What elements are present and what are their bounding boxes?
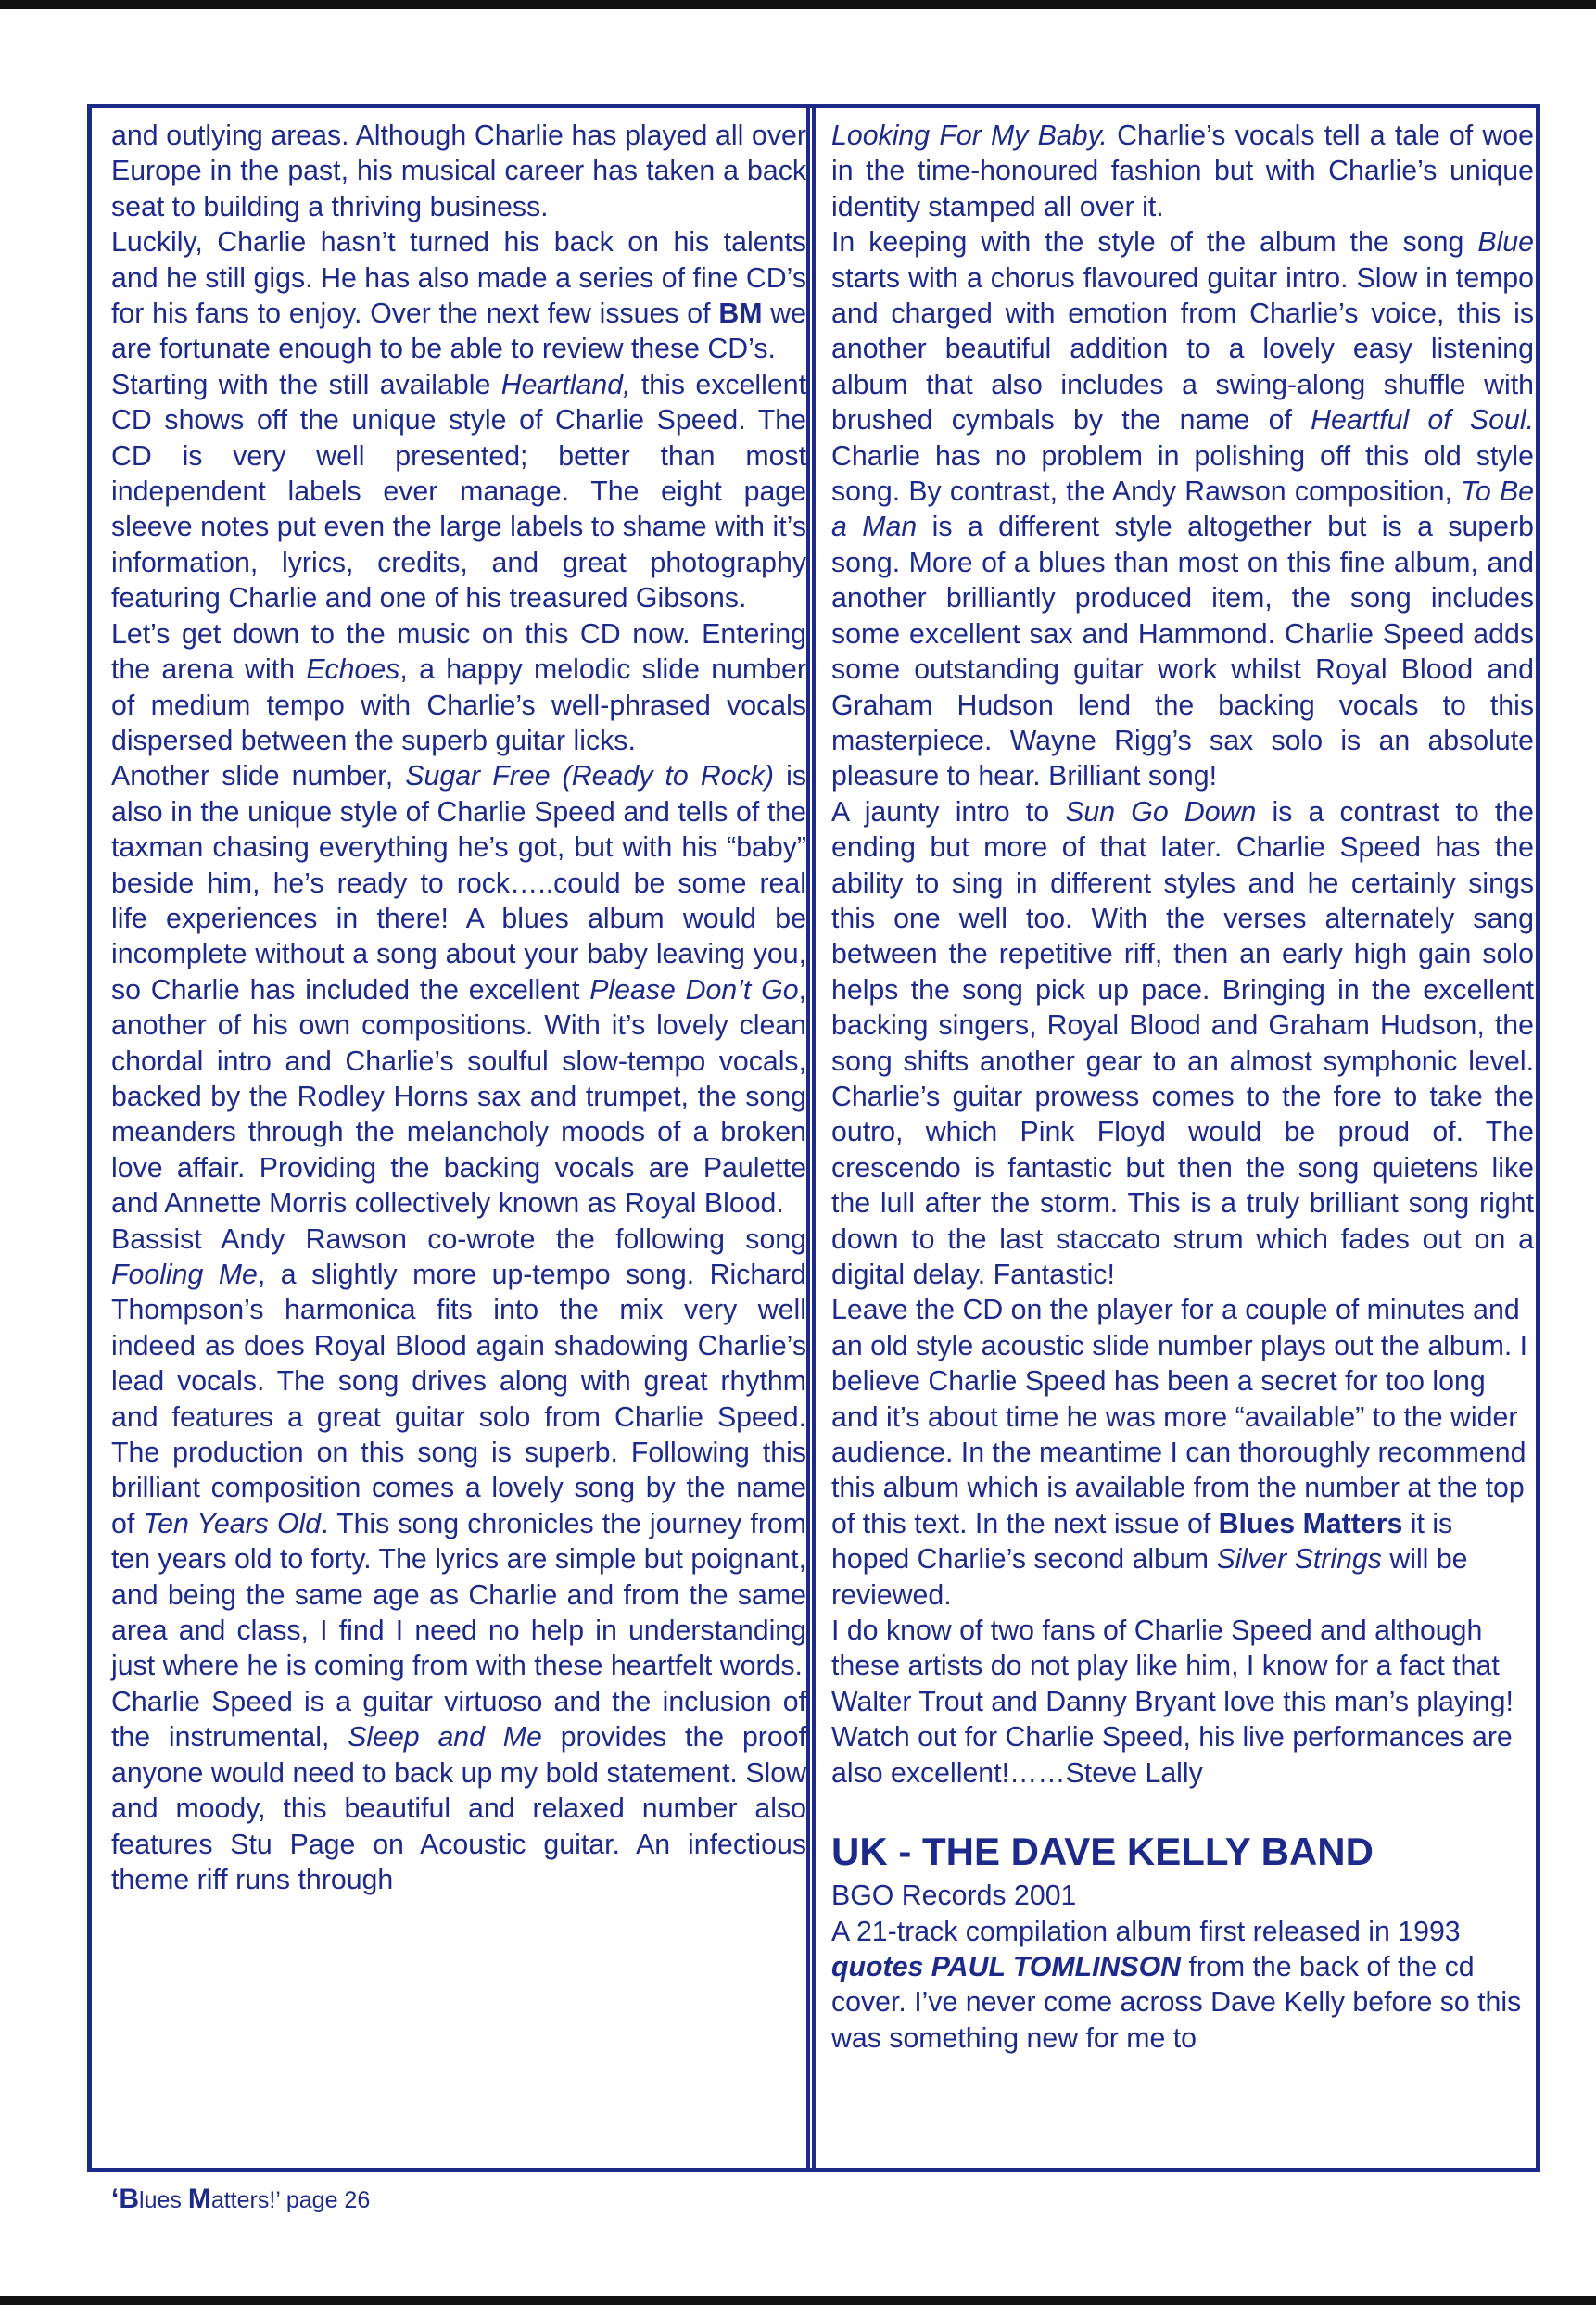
record-label: BGO Records 2001: [831, 1881, 1077, 1912]
left-paragraph-5: Another slide number, Sugar Free (Ready to Rock) is also in the unique style of Charlie Speed and tells of the taxman chasing everything he’s got, but with his “baby” beside him, he’s ready to rock…..could be some real life experiences in there! A blues album would be incomplete without a song about your baby leaving you, so Charlie has included the excellent Please Don’t Go, another of his own compositions. With it’s lovely clean chordal intro and Charlie’s soulful slow-tempo vocals, backed by the Rodley Horns sax and trumpet, the song meanders through the melancholy moods of a broken love affair. Providing the backing vocals are Paulette and Annette Morris collectively known as Royal Blood.: [111, 761, 806, 1220]
right-paragraph-2: In keeping with the style of the album the song Blue starts with a chorus flavoured guitar intro. Slow in tempo and charged with emotion from Charlie’s voice, this is another beautiful addition to a lovely easy listening album that also includes a swing-along shuffle with brushed cymbals by the name of Heartful of Soul. Charlie has no problem in polishing off this old style song. By contrast, the Andy Rawson composition, To Be a Man is a different style altogether but is a superb song. More of a blues than most on this fine album, and another brilliantly produced item, the song includes some excellent sax and Hammond. Charlie Speed adds some outstanding guitar work whilst Royal Blood and Graham Hudson lend the backing vocals to this masterpiece. Wayne Rigg’s sax solo is an absolute pleasure to hear. Brilliant song!: [831, 227, 1534, 792]
page-footer: ‘Blues Matters!’ page 26: [111, 2184, 371, 2214]
right-column: [831, 119, 1534, 2057]
bottom-edge: [0, 2296, 1596, 2305]
review-heading: UK - THE DAVE KELLY BAND: [831, 1830, 1374, 1874]
right-paragraph-3: A jaunty intro to Sun Go Down is a contrast to the ending but more of that later. Charlie Speed has the ability to sing in different styles and he certainly sings this one well too. With the verses alternately sang between the repetitive riff, then an early high gain solo helps the song pick up pace. Bringing in the excellent backing singers, Royal Blood and Graham Hudson, the song shifts another gear to an almost symphonic level. Charlie’s guitar prowess comes to the fore to take the outro, which Pink Floyd would be proud of. The crescendo is fantastic but then the song quietens like the lull after the storm. This is a truly brilliant song right down to the last staccato strum which fades out on a digital delay. Fantastic!: [831, 796, 1534, 1290]
left-paragraph-2: Luckily, Charlie hasn’t turned his back on his talents and he still gigs. He has also made a series of fine CD’s for his fans to enjoy. Over the next few issues of BM we are fortunate enough to be able to review these CD’s.: [111, 227, 806, 365]
left-paragraph-3: Starting with the still available Heartland, this excellent CD shows off the unique style of Charlie Speed. The CD is very well presented; better than most independent labels ever manage. The eight page sleeve notes put even the large labels to shame with it’s information, lyrics, credits, and great photography featuring Charlie and one of his treasured Gibsons.: [111, 369, 806, 614]
left-paragraph-7: Charlie Speed is a guitar virtuoso and the inclusion of the instrumental, Sleep and Me provides the proof anyone would need to back up my bold statement. Slow and moody, this beautiful and relaxed number also features Stu Page on Acoustic guitar. An infectious theme riff runs through: [111, 1686, 806, 1895]
top-edge: [0, 0, 1596, 9]
right-paragraph-1: Looking For My Baby. Charlie’s vocals tell a tale of woe in the time-honoured fashion but with Charlie’s unique identity stamped all over it.: [831, 120, 1534, 222]
right-paragraph-4: Leave the CD on the player for a couple of minutes and an old style acoustic slide number plays out the album. I believe Charlie Speed has been a secret for too long and it’s about time he was more “available” to the wider audience. In the meantime I can thoroughly recommend this album which is available from the number at the top of this text. In the next issue of Blues Matters it is hoped Charlie’s second album Silver Strings will be reviewed.: [831, 1295, 1528, 1611]
left-paragraph-4: Let’s get down to the music on this CD now. Entering the arena with Echoes, a happy melodic slide number of medium tempo with Charlie’s well-phrased vocals dispersed between the superb guitar licks.: [111, 618, 806, 756]
right-paragraph-5: I do know of two fans of Charlie Speed and although these artists do not play like him, I know for a fact that Walter Trout and Danny Bryant love this man’s playing! Watch out for Charlie Speed, his live performances are also excellent!……Steve Lally: [831, 1615, 1514, 1789]
column-divider: [806, 104, 816, 2172]
left-column: [111, 119, 806, 1898]
left-paragraph-1: and outlying areas. Although Charlie has played all over Europe in the past, his musical career has taken a back seat to building a thriving business.: [111, 120, 806, 222]
right-paragraph-6: A 21-track compilation album first released in 1993 quotes PAUL TOMLINSON from the back of the cd cover. I’ve never come across Dave Kelly before so this was something new for me to: [831, 1916, 1522, 2054]
left-paragraph-6: Bassist Andy Rawson co-wrote the following song Fooling Me, a slightly more up-tempo song. Richard Thompson’s harmonica fits into the mix very well indeed as does Royal Blood again shadowing Charlie’s lead vocals. The song drives along with great rhythm and features a great guitar solo from Charlie Speed. The production on this song is superb. Following this brilliant composition comes a lovely song by the name of Ten Years Old. This song chronicles the journey from ten years old to forty. The lyrics are simple but poignant, and being the same age as Charlie and from the same area and class, I find I need no help in understanding just where he is coming from with these heartfelt words.: [111, 1223, 806, 1682]
